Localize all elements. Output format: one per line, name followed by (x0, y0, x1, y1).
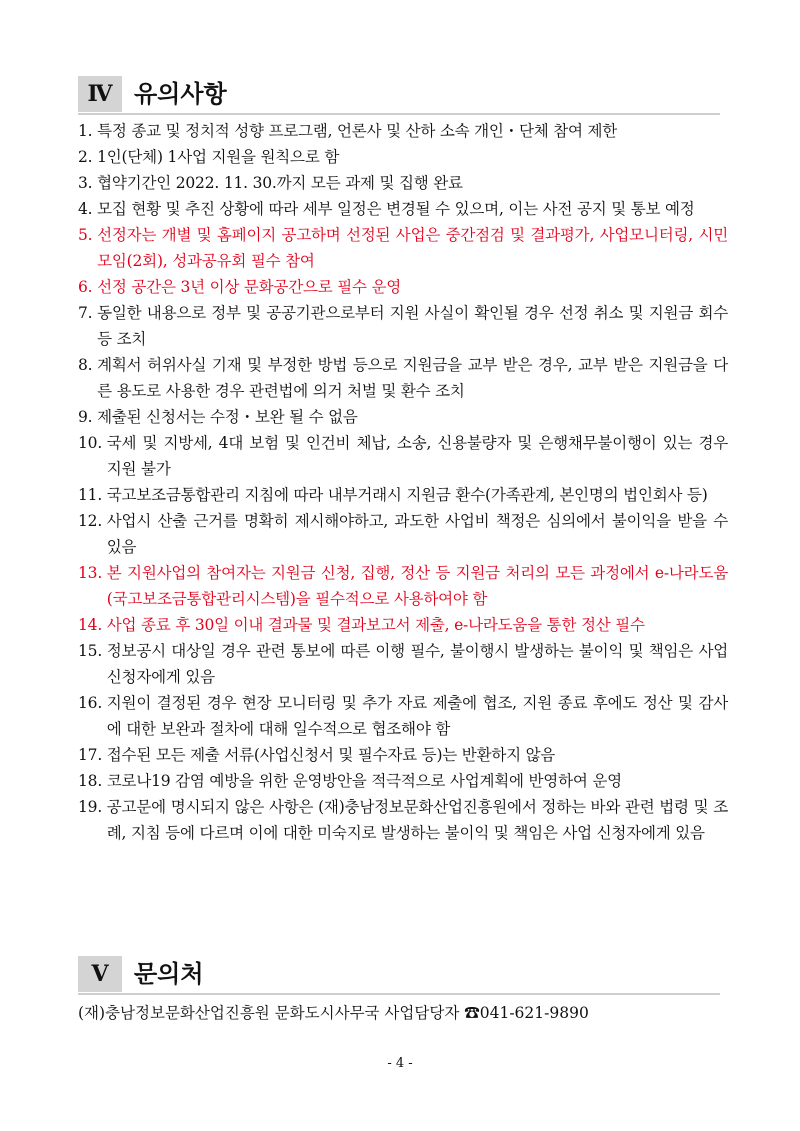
list-item (78, 352, 728, 404)
section-numeral: Ⅴ (78, 956, 122, 992)
list-item (78, 508, 728, 560)
list-item-number: 5. (78, 226, 98, 244)
list-item-text: 공고문에 명시되지 않은 사항은 (재)충남정보문화산업진흥원에서 정하는 바와 관련 법령 및 조례, 지침 등에 다르며 이에 대한 미숙지로 발생하는 불이익 및 책임은 사업 신청자에게 있음 (106, 798, 728, 842)
list-item-number: 11. (78, 486, 107, 504)
list-item (78, 482, 728, 508)
list-item-text: 계획서 허위사실 기재 및 부정한 방법 등으로 지원금을 교부 받은 경우, 교부 받은 지원금을 다른 용도로 사용한 경우 관련법에 의거 처벌 및 환수 조치 (97, 356, 728, 400)
list-item-number: 18. (78, 772, 107, 790)
list-item-number: 12. (78, 512, 107, 530)
list-item (78, 300, 728, 352)
list-item-text: 협약기간인 2022. 11. 30.까지 모든 과제 및 집행 완료 (97, 174, 463, 192)
list-item-text: 1인(단체) 1사업 지원을 원칙으로 함 (97, 148, 340, 166)
contact-info: (재)충남정보문화산업진흥원 문화도시사무국 사업담당자 ☎041-621-9890 (78, 1004, 589, 1022)
notes-list (78, 118, 728, 846)
list-item-text: 접수된 모든 제출 서류(사업신청서 및 필수자료 등)는 반환하지 않음 (106, 746, 556, 764)
list-item-number: 7. (78, 304, 98, 322)
list-item (78, 638, 728, 690)
section-header-contact (78, 956, 720, 994)
page-number: - 4 - (387, 1056, 413, 1071)
list-item-text: 국세 및 지방세, 4대 보험 및 인건비 체납, 소송, 신용불량자 및 은행채무불이행이 있는 경우 지원 불가 (106, 434, 728, 478)
list-item-text: 동일한 내용으로 정부 및 공공기관으로부터 지원 사실이 확인될 경우 선정 취소 및 지원금 회수 등 조치 (97, 304, 728, 348)
list-item-number: 19. (78, 798, 107, 816)
list-item (78, 768, 728, 794)
list-item-number: 13. (78, 564, 107, 582)
list-item (78, 690, 728, 742)
list-item-text: 선정 공간은 3년 이상 문화공간으로 필수 운영 (97, 278, 402, 296)
list-item-number: 17. (78, 746, 107, 764)
section-title: 문의처 (134, 960, 204, 988)
list-item (78, 118, 728, 144)
list-item-number: 3. (78, 174, 98, 192)
list-item (78, 196, 728, 222)
list-item-text: 모집 현황 및 추진 상황에 따라 세부 일정은 변경될 수 있으며, 이는 사전 공지 및 통보 예정 (97, 200, 695, 218)
section-divider (78, 993, 720, 995)
list-item-number: 9. (78, 408, 98, 426)
list-item-text: 코로나19 감염 예방을 위한 운영방안을 적극적으로 사업계획에 반영하여 운영 (106, 772, 622, 790)
list-item (78, 794, 728, 846)
list-item (78, 612, 728, 638)
list-item (78, 404, 728, 430)
list-item-text: 사업시 산출 근거를 명확히 제시해야하고, 과도한 사업비 책정은 심의에서 불이익을 받을 수 있음 (106, 512, 728, 556)
list-item-number: 8. (78, 356, 98, 374)
section-header-notes (78, 76, 720, 114)
list-item (78, 742, 728, 768)
list-item-number: 14. (78, 616, 107, 634)
section-divider (78, 113, 720, 115)
list-item (78, 170, 728, 196)
section-numeral: Ⅳ (78, 76, 122, 112)
list-item-number: 16. (78, 694, 107, 712)
list-item (78, 144, 728, 170)
list-item-text: 정보공시 대상일 경우 관련 통보에 따른 이행 필수, 불이행시 발생하는 불이익 및 책임은 사업 신청자에게 있음 (106, 642, 728, 686)
list-item (78, 222, 728, 274)
list-item-number: 10. (78, 434, 107, 452)
list-item-text: 제출된 신청서는 수정・보완 될 수 없음 (97, 408, 358, 426)
list-item-number: 15. (78, 642, 107, 660)
list-item-number: 6. (78, 278, 98, 296)
section-title: 유의사항 (134, 80, 227, 108)
list-item (78, 560, 728, 612)
list-item-number: 4. (78, 200, 98, 218)
list-item-number: 1. (78, 122, 98, 140)
list-item-text: 지원이 결정된 경우 현장 모니터링 및 추가 자료 제출에 협조, 지원 종료 후에도 정산 및 감사에 대한 보완과 절차에 대해 일수적으로 협조해야 함 (106, 694, 728, 738)
list-item-text: 국고보조금통합관리 지침에 따라 내부거래시 지원금 환수(가족관계, 본인명의 법인회사 등) (106, 486, 708, 504)
list-item-text: 사업 종료 후 30일 이내 결과물 및 결과보고서 제출, e-나라도움을 통한 정산 필수 (106, 616, 645, 634)
list-item (78, 430, 728, 482)
list-item (78, 274, 728, 300)
list-item-text: 본 지원사업의 참여자는 지원금 신청, 집행, 정산 등 지원금 처리의 모든 과정에서 e-나라도움(국고보조금통합관리시스템)을 필수적으로 사용하여야 함 (106, 564, 728, 608)
list-item-number: 2. (78, 148, 98, 166)
list-item-text: 특정 종교 및 정치적 성향 프로그램, 언론사 및 산하 소속 개인・단체 참여 제한 (97, 122, 618, 140)
list-item-text: 선정자는 개별 및 홈페이지 공고하며 선정된 사업은 중간점검 및 결과평가, 사업모니터링, 시민모임(2회), 성과공유회 필수 참여 (97, 226, 728, 270)
